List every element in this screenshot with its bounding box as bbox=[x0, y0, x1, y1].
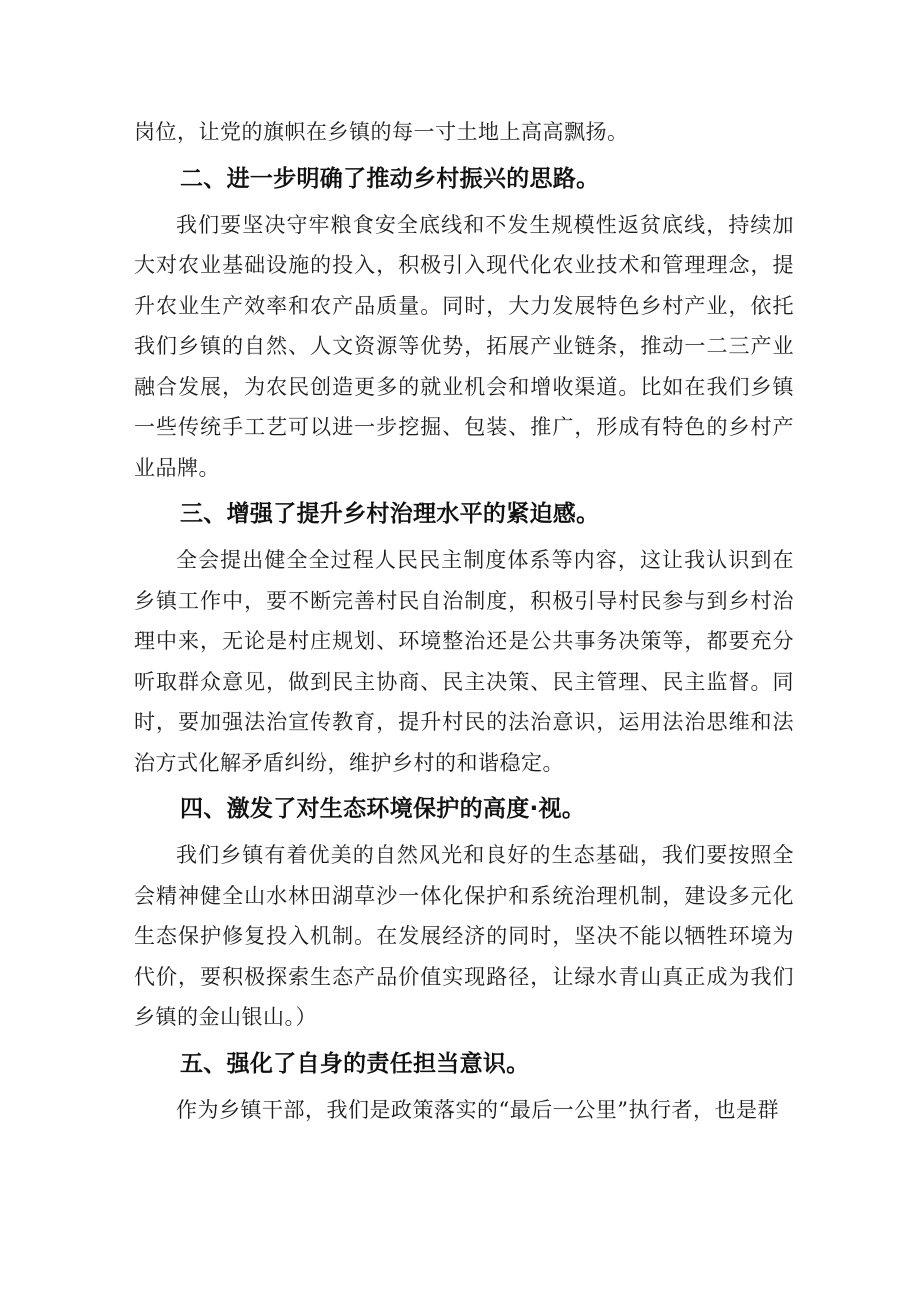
paragraph-section-4: 我们乡镇有着优美的自然风光和良好的生态基础，我们要按照全会精神健全山水林田湖草沙一体化保护和系统治理机制，建设多元化生态保护修复投入机制。在发展经济的同时，坚决不能以牺牲环境为代价，要积极探索生态产品价值实现路径，让绿水青山真正成为我们乡镇的金山银山。） bbox=[134, 843, 794, 1029]
paragraph-section-2: 我们要坚决守牢粮食安全底线和不发生规模性返贫底线，持续加大对农业基础设施的投入，积极引入现代化农业技术和管理理念，提升农业生产效率和农产品质量。同时，大力发展特色乡村产业，依托我们乡镇的自然、人文资源等优势，拓展产业链条，推动一二三产业融合发展，为农民创造更多的就业机会和增收渠道。比如在我们乡镇一些传统手工艺可以进一步挖掘、包装、推广，形成有特色的乡村产业品牌。 bbox=[134, 212, 794, 480]
section-heading-4: 四、激发了对生态环境保护的高度·视。 bbox=[180, 796, 586, 822]
section-heading-3: 三、增强了提升乡村治理水平的紧迫感。 bbox=[180, 501, 600, 527]
paragraph-continued: 岗位，让党的旗帜在乡镇的每一寸土地上高高飘扬。 bbox=[134, 120, 629, 144]
section-heading-2: 二、进一步明确了推动乡村振兴的思路。 bbox=[180, 165, 600, 192]
document-page bbox=[134, 112, 794, 1130]
paragraph-section-3: 全会提出健全全过程人民民主制度体系等内容，这让我认识到在乡镇工作中，要不断完善村民自治制度，积极引导村民参与到乡村治理中来，无论是村庄规划、环境整治还是公共事务决策等，都要充分听取群众意见，做到民主协商、民主决策、民主管理、民主监督。同时，要加强法治宣传教育，提升村民的法治意识，运用法治思维和法治方式化解矛盾纠纷，维护乡村的和谐稳定。 bbox=[134, 548, 794, 775]
paragraph-section-5: 作为乡镇干部，我们是政策落实的“最后一公里”执行者，也是群 bbox=[176, 1097, 779, 1122]
section-heading-5: 五、强化了自身的责任担当意识。 bbox=[180, 1050, 530, 1077]
